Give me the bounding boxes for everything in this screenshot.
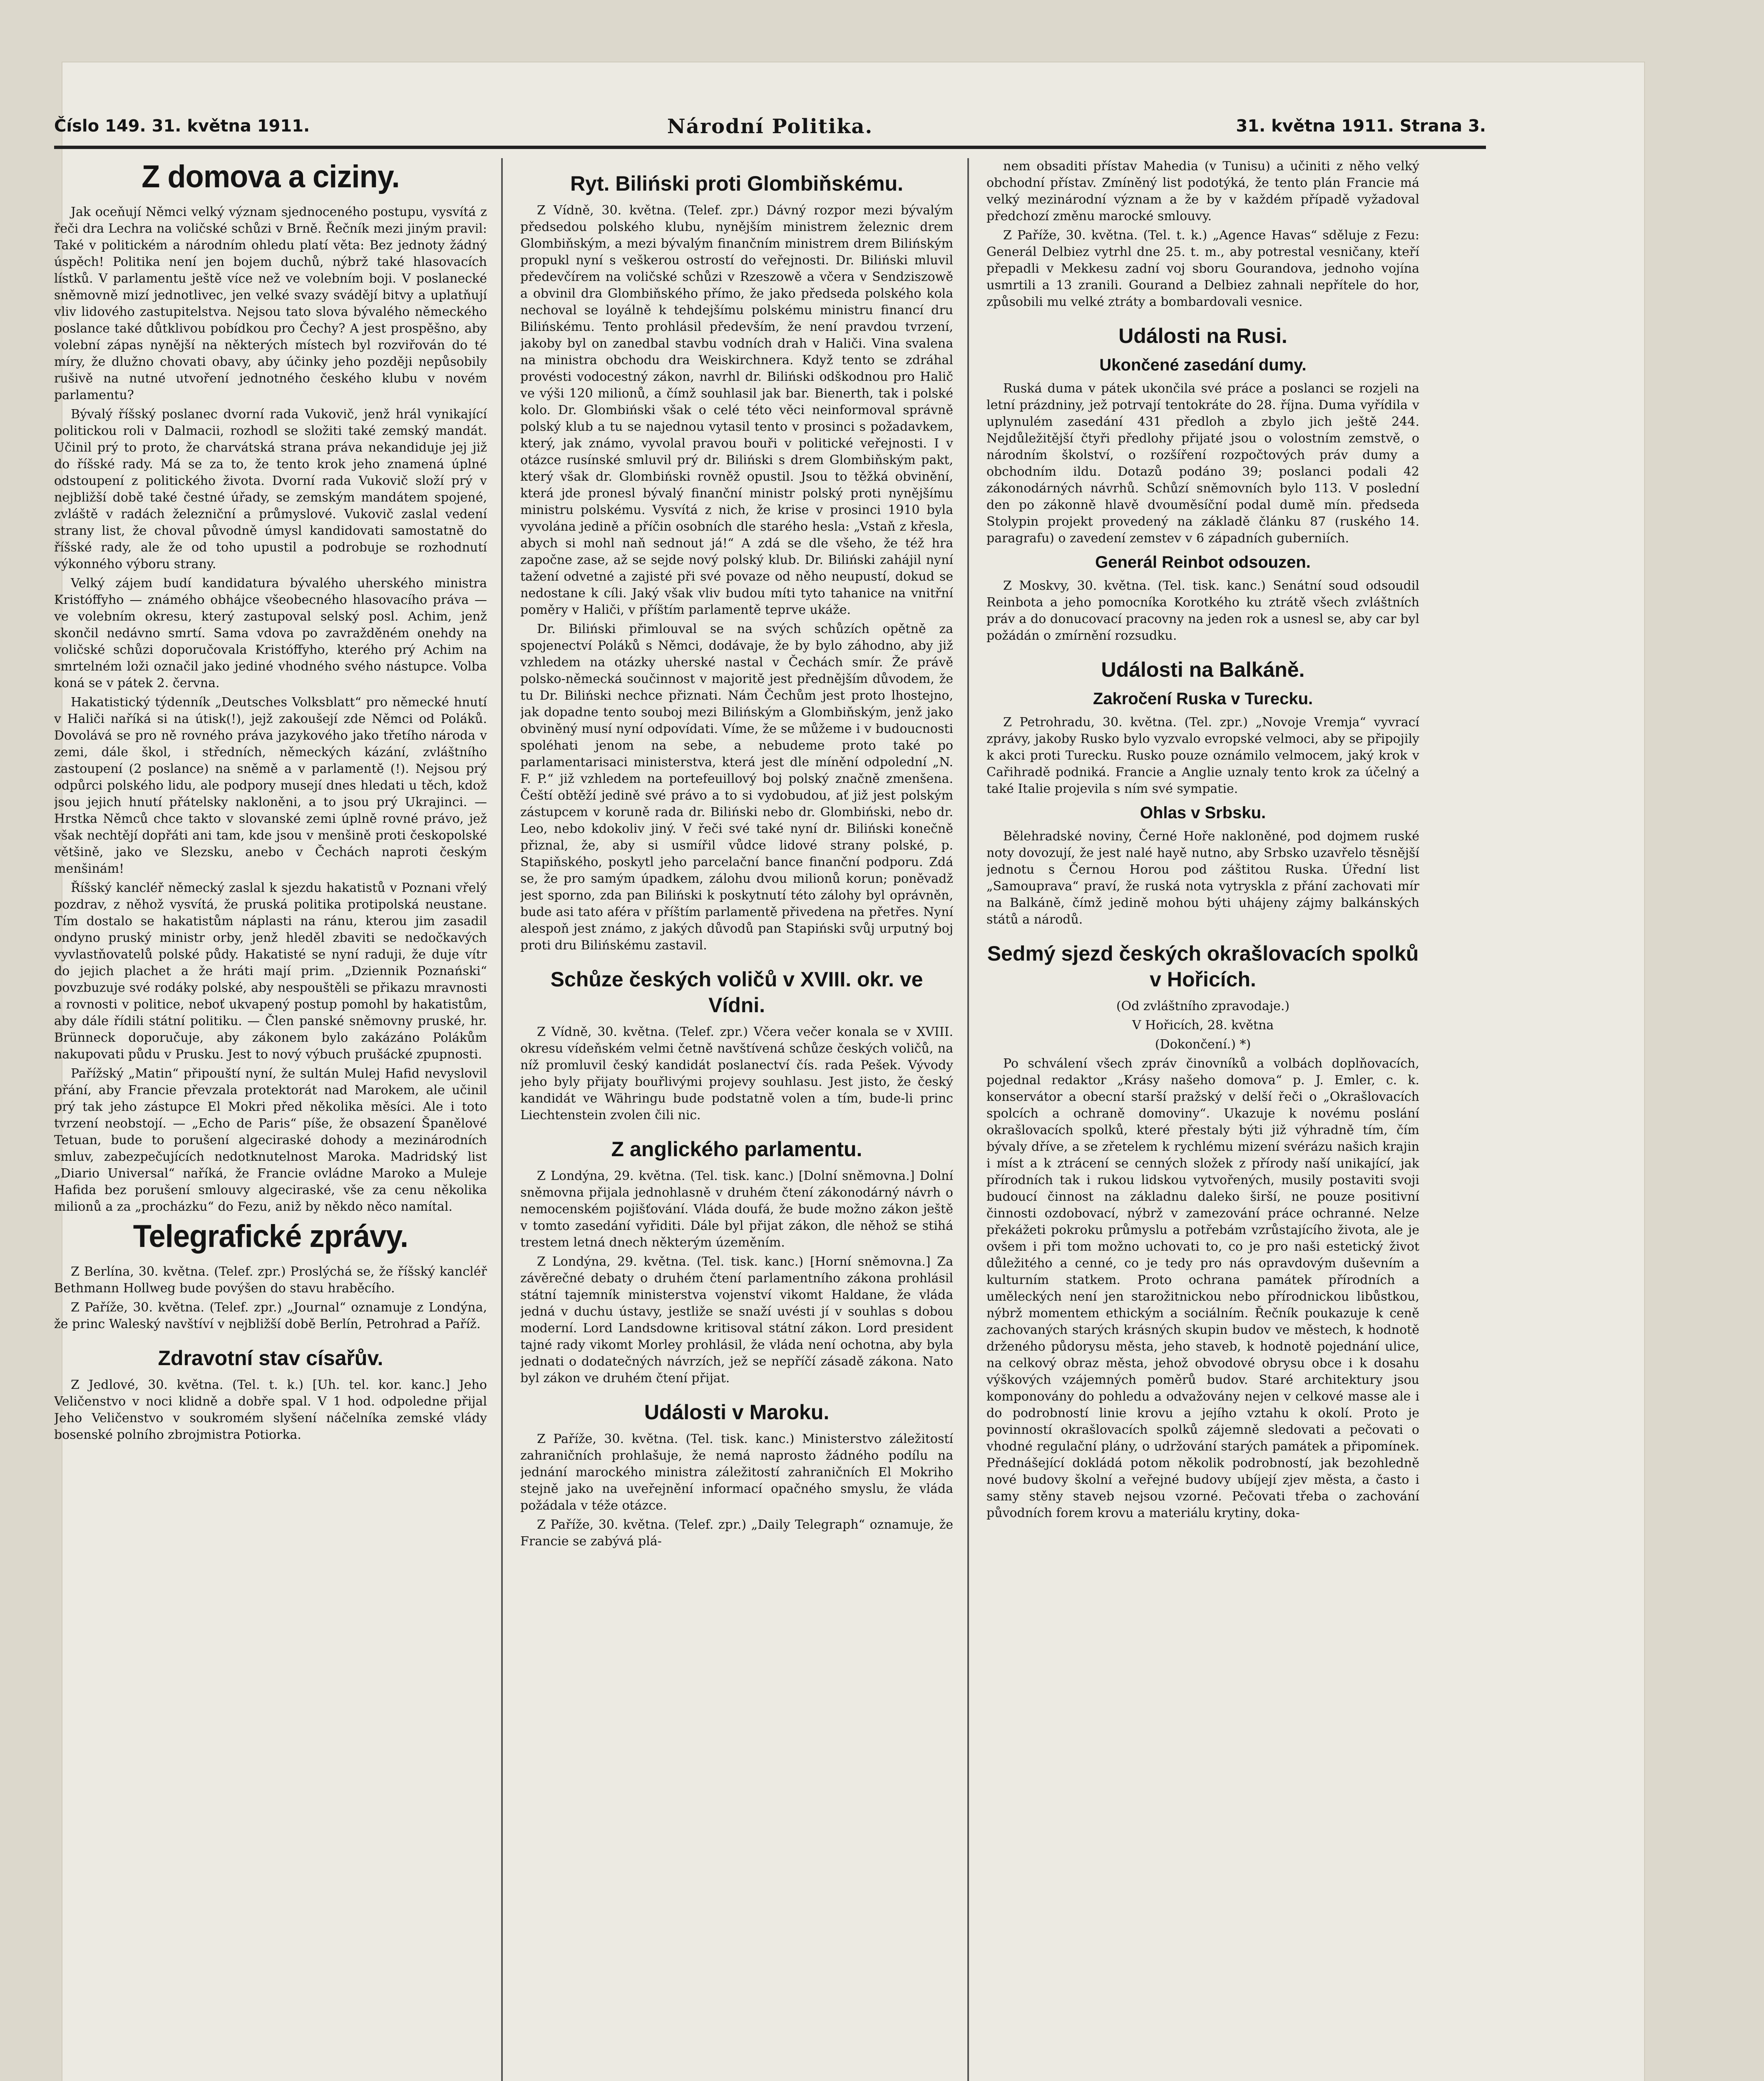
article-heading: Ryt. Biliński proti Glombiňskému. [570, 172, 904, 195]
article-heading: Události na Rusi. [1118, 324, 1287, 348]
article-paragraph: nem obsaditi přístav Mahedia (v Tunisu) a učiniti z něho velký obchodní přístav. Zmíněný list podotýká, že tento plán Francie má velký mezinárodní význam a že by v každém případě vyžadoval předchozí změnu marocké smlouvy. [986, 159, 1419, 223]
article-paragraph: Z Petrohradu, 30. května. (Tel. zpr.) „Novoje Vremja“ vyvrací zprávy, jakoby Rusko bylo vyzvalo evropské velmoci, aby se připojily k akci proti Turecku. Rusko pouze oznámilo velmocem, jaký krok v Cařihradě podniká. Francie a Anglie uznaly tento krok za účelný a také Italie projevila s ním své sympatie. [986, 715, 1419, 796]
article-paragraph: Hakatistický týdenník „Deutsches Volksblatt“ pro německé hnutí v Haliči naříká si na útisk(!), jejž zakoušejí zde Němci od Poláků. Dovolává se pro ně rovného práva jazykového jako třetího národa v zemi, dále škol, i středních, německých kázání, zvláštního zastoupení (2 poslance) na sněmě a v parlamentě (!). Nejsou prý odpůrci polského lidu, ale podpory musejí dnes hledati u těch, kdož jsou jejich hnutí přátelsky nakloněni, a to jsou prý Ukrajinci. — Hrstka Němců chce takto v slovanské zemi úplně rovné právo, jež však nechtějí dopřáti ani tam, kde jsou v menšině proti českopolské většině, jako ve Slezsku, anebo v Čechách naproti českým menšinám! [54, 695, 487, 876]
article-heading: Zdravotní stav císařův. [158, 1346, 383, 1370]
article-heading: Události v Maroku. [644, 1401, 830, 1424]
article-paragraph: Bělehradské noviny, Černé Hoře nakloněné, pod dojmem ruské noty dovozují, že jest nalé hayě nutno, aby Srbsko uzavřelo těsnější jednotu s Černou Horou pod záštitou Ruska. Úřední list „Samouprava“ praví, že ruská nota vytryskla z přání zachovati mír na Balkáně, čímž jedině mohou býti uhájeny zájmy balkánských států a národů. [986, 829, 1419, 927]
issue-number: Číslo 149. 31. května 1911. [54, 117, 310, 136]
article-paragraph: Z Paříže, 30. května. (Telef. zpr.) „Journal“ oznamuje z Londýna, že princ Waleský navštíví v nejbližší době Berlín, Petrohrad a Paříž. [54, 1300, 487, 1331]
dateline: V Hořicích, 28. května [1132, 1018, 1274, 1033]
article-subheading: Ohlas v Srbsku. [1140, 804, 1266, 822]
newspaper-title: Národní Politika. [667, 115, 873, 138]
article-paragraph: Z Berlína, 30. května. (Telef. zpr.) Proslýchá se, že říšský kancléř Bethmann Hollweg bude povýšen do stavu hraběcího. [54, 1264, 487, 1296]
article-heading: Z anglického parlamentu. [611, 1137, 862, 1161]
section-heading: Telegrafické zprávy. [133, 1219, 408, 1254]
article-paragraph: Z Vídně, 30. května. (Telef. zpr.) Dávný rozpor mezi bývalým předsedou polského klubu, nynějším ministrem železnic drem Glombiňským, a mezi bývalým finančním ministrem drem Bilińským propukl nyní s veškerou ostrostí do veřejnosti. Dr. Biliński mluvil předevčírem na voličské schůzi v Rzeszowě a včera v Sendziszowě a obvinil dra Glombiňského přímo, že jako předseda polského kola nechoval se loyálně k tehdejšímu polskému ministru financí dru Bilińskému. Tento prohlásil především, že není pravdou tvrzení, jakoby byl on zanedbal stavbu vodních drah v Haliči. Vina svalena na ministra obchodu dra Weiskirchnera. Když tento se zdráhal provésti vodocestný zákon, navrhl dr. Biliński odškodnou pro Halič ve výši 120 milionů, a čímž souhlasil jak bar. Bienerth, tak i polské kolo. Dr. Glombiński však o celé této věci neinformoval správně polský klub a tu se najednou vytasil tento v prosinci s požadavkem, který, jak známo, vyvolal pravou bouři v politické veřejnosti. I v otázce rusínské smluvil prý dr. Biliński s drem Glombiňským pakt, který však dr. Glombiński rovněž opustil. Jsou to těžká obvinění, která jde pronesl bývalý finanční ministr polský proti nynějšímu ministru polskému. Vysvítá z nich, že krise v prosinci 1910 byla vyvolána jedině a příčin osobních dle starého hesla: „Vstaň z křesla, abych si mohl naň sednout já!“ A zdá se dle všeho, že též hra započne zase, až se sejde nový polský klub. Dr. Biliński zahájil nyní tažení odvetné a zajisté při své povaze od něho neupustí, dokud se nedostane k cíli. Jaký však vliv budou míti tyto tahanice na vnitřní poměry v Haliči, v příštím parlamentě teprve ukáže. [520, 203, 953, 617]
article-heading: Sedmý sjezd českých okrašlovacích spolků v Hořicích. [987, 942, 1419, 991]
column-divider [501, 158, 503, 2081]
column-2 [520, 158, 953, 2081]
article-paragraph: Z Londýna, 29. května. (Tel. tisk. kanc.) [Dolní sněmovna.] Dolní sněmovna přijala jednohlasně v druhém čtení zákonodárný návrh o nemocenském pojišťování. Vláda doufá, že bude možno zákon ještě v tomto zasedání vyřiditi. Dále byl přijat zákon, dle něhož se stihá trestem letná dnech některým územěním. [520, 1169, 953, 1250]
article-paragraph: Bývalý říšský poslanec dvorní rada Vukovič, jenž hrál vynikající politickou roli v Dalmacii, rozhodl se složiti také zemský mandát. Učinil prý to proto, že charvátská strana práva nekandiduje jej již do říšské rady. Má se za to, že tento krok jeho znamená úplné odstoupení z politického života. Dvorní rada Vukovič složí prý v nejbližší době také čestné úřady, se zemským mandátem spojené, zvláště v radách železniční a průmyslové. Vukovič zaslal vedení strany list, že choval původně úmysl kandidovati samostatně do říšské rady, ale že od toho upustil a podrobuje se rozhodnutí výkonného výboru strany. [54, 407, 487, 571]
article-heading: Události na Balkáně. [1101, 658, 1305, 681]
article-heading: Schůze českých voličů v XVIII. okr. ve Vídni. [550, 968, 923, 1017]
article-paragraph: Říšský kancléř německý zaslal k sjezdu hakatistů v Poznani vřelý pozdrav, z něhož vysvítá, že pruská politika protipolská neustane. Tím dostalo se hakatistům náplasti na ránu, kterou jim zasadil ondyno pruský ministr orby, jenž hleděl zbaviti se nedočkavých vyvlastňovatelů polské půdy. Hakatisté se nyní raduji, že duje vítr do jejich plachet a že hráti mají prim. „Dziennik Poznański“ povzbuzuje své rodáky polské, aby nespouštěli se přikazu mravnosti a rovnosti v politice, neboť ukvapený postup pomohl by hakatistům, aby dále řídili státní politiku. — Člen panské sněmovny pruské, hr. Brünneck doporučuje, aby zákonem bylo zakázáno Polákům nakupovati půdu v Prusku. Jest to nový výbuch prušácké zpupnosti. [54, 881, 487, 1062]
column-1 [54, 158, 487, 2081]
article-paragraph: Z Paříže, 30. května. (Tel. tisk. kanc.) Ministerstvo záležitostí zahraničních prohlašuje, že nemá naprosto žádného podílu na jednání marockého ministra záležitostí zahraničních El Mokriho stejně jako na uveřejnění informací opačného smyslu, že vláda požádala v téže otázce. [520, 1432, 953, 1513]
continuation-note: (Dokončení.) *) [1155, 1037, 1251, 1052]
column-3 [986, 158, 1419, 2081]
article-paragraph: Z Paříže, 30. května. (Tel. t. k.) „Agence Havas“ sděluje z Fezu: Generál Delbiez vytrhl dne 25. t. m., aby potrestal vesničany, kteří přepadli v Mekkesu zadní voj sboru Gourandova, jednoho vojína usmrtili a 13 zranili. Gourand a Delbiez zahnali nepřítele do hor, způsobili mu velké ztráty a bombardovali vesnice. [986, 228, 1419, 309]
page-number: 31. května 1911. Strana 3. [1236, 117, 1486, 136]
article-paragraph: Ruská duma v pátek ukončila své práce a poslanci se rozjeli na letní prázdniny, jež potrvají tentokráte do 28. října. Duma vyřídila v uplynulém zasedání 431 předloh a zbylo jich ještě 244. Nejdůležitější čtyři předlohy přijaté jsou o volostním zemstvě, o národním školství, o rozšíření rozpočtových práv dumy a obchodním ildu. Dotazů podáno 39; poslanci podali 42 zákonodárných návrhů. Schůzí sněmovních bylo 113. V poslední den po zákonně hlavě dvouměsíční podal dumě mín. předseda Stolypin projekt provedený na základě článku 87 (ruského 14. paragrafu) o zavedení zemstev v 6 západních guberniích. [986, 381, 1419, 546]
page-header [54, 112, 1486, 149]
article-paragraph: Dr. Biliński přimlouval se na svých schůzích opětně za spojenectví Poláků s Němci, dodávaje, že by bylo záhodno, aby již vzhledem na otázky uherské nastal v Čechách smír. Že právě polsko-německá součinnost v majoritě jest přednějším důvodem, že tu Dr. Biliński nechce přiznati. Nám Čechům jest proto lhostejno, jak dopadne tento souboj mezi Bilińským a Glombiňským, jenž jako obviněný musí nyní odpovídati. Víme, že se můžeme i v budoucnosti spoléhati jenom na sebe, a nebudeme proto také po parlamentarisaci ministerstva, která jest dle mínění odpolední „N. F. P.“ již vzhledem na portefeuillový boj polský značně zmenšena. Čeští obtěží jedině své právo a to si vydobudou, ať již jest polským zástupcem v koruně rada dr. Biliński nebo dr. Glombiński, nebo dr. Leo, nebo kdokoliv jiný. V řeči své také nyní dr. Biliński konečně přiznal, že, aby si usmířil vůdce lidové strany polské, p. Stapiňského, poskytl jeho parcelační bance finanční podporu. Zdá se, že pro samým úpadkem, zálohu dvou milionů korun; poněvadž jest sporno, zda pan Biliński k poskytnutí této zálohy byl oprávněn, bude asi tato aféra v příštím parlamentě přivedena na přetřes. Nyní alespoň jest známo, z jakých důvodů pan Stapiński svůj urputný boj proti dru Bilińskému zastavil. [520, 622, 953, 953]
article-paragraph: Pařížský „Matin“ připouští nyní, že sultán Mulej Hafid nevyslovil přání, aby Francie převzala protektorát nad Marokem, ale učinil prý tak jeho zástupce El Mokri před několika měsíci. Ale i toto tvrzení neobstojí. — „Echo de Paris“ píše, že obsazení Španělové Tetuan, bude to porušení algeciraské dohody a mezinárodních smluv, zabezpečujících nedotknutelnost Maroka. Madridský list „Diario Universal“ naříká, že Francie ovládne Maroko a Muleje Hafida bez porušení smlouvy algeciraské, vše za cenu několika milionů a za „procházku“ do Fezu, aniž by někdo něco namítal. [54, 1066, 487, 1214]
byline: (Od zvláštního zpravodaje.) [1116, 999, 1290, 1013]
article-paragraph: Velký zájem budí kandidatura bývalého uherského ministra Kristóffyho — známého obhájce všeobecného hlasovacího práva — ve volebním okresu, který zastupoval selský posl. Achim, jenž skončil nedávno smrtí. Sama vdova po zavražděném onehdy na voličské schůzi doporučovala Kristóffyho, kterého prý Achim na smrtelném loži označil jako jediné vhodného svého nástupce. Volba koná se v pátek 2. června. [54, 576, 487, 690]
article-subheading: Generál Reinbot odsouzen. [1095, 553, 1311, 571]
article-paragraph: Z Jedlové, 30. května. (Tel. t. k.) [Uh. tel. kor. kanc.] Jeho Veličenstvo v noci klidně a dobře spal. V 1 hod. odpoledne přijal Jeho Veličenstvo v soukromém slyšení náčelníka zemské vlády bosenské polního zbrojmistra Potiorka. [54, 1378, 487, 1442]
article-subheading: Zakročení Ruska v Turecku. [1093, 690, 1313, 708]
article-paragraph: Po schválení všech zpráv činovníků a volbách doplňovacích, pojednal redaktor „Krásy našeho domova“ p. J. Emler, c. k. konservátor a obecní starší pražský v delší řeči o „Okrašlovacích spolcích a ochraně domoviny“. Ukazuje k novému poslání okrašlovacích spolků, které přestaly býti již výhradně tím, čím bývaly dříve, a se zřetelem k rychlému mizení svérázu našich krajin i míst a k ztrácení se cenných složek z přírody naší unikající, jak přírodních tak i rukou lidskou vytvořených, musily postaviti svoji budoucí činnost na základnu daleko širší, ne pouze positivní činnosti ozdobovací, nýbrž v zamezování práce ochranné. Nelze překážeti pokroku průmyslu a potřebám vzrůstajícího života, ale je ovšem i při tom možno uchovati to, co je pro naši estetický život důležitého a cenné, co je tedy pro nás opravdovým duševním a kulturním statkem. Proto ochrana památek přírodních a uměleckých není jen starožitnickou nebo přírodnickou libůstkou, nýbrž momentem ethickým a sociálním. Řečník poukazuje k ceně zachovaných starých krásných skupin budov ve městech, k hodnotě drženého půdorysu města, jeho staveb, k hodnotě pojednání ulice, na celkový obraz města, jehož obvodové obrysu obce i k dosahu výškových vzájemných poměrů budov. Staré architektury jsou komponovány do pohledu a odvažovány nejen v celkové masse ale i do podrobností linie krovu a jejího vztahu k okolí. Proto je povinností okrašlovacích spolků zájemně sledovati a pečovati o vhodné regulační plány, o udržování starých památek a připomínek. Přednášející dokládá potom několik podrobností, jak bezohledně nové budovy školní a veřejné budovy ubíjejí zjev města, a často i samy stěny staveb nejsou vzorné. Pečovati třeba o zachování původních forem krovu a materiálu krytiny, doka- [986, 1056, 1419, 1520]
section-heading: Z domova a ciziny. [142, 159, 400, 194]
article-paragraph: Z Vídně, 30. května. (Telef. zpr.) Včera večer konala se v XVIII. okresu vídeňském velmi četně navštívená schůze českých voličů, na níž promluvil český kandidát poslanectví čís. rada Pešek. Vývody jeho byly přijaty bouřlivými projevy souhlasu. Jest jisto, že český kandidát ve Währingu bude podstatně volen a tím, bude-li princ Liechtenstein zvolen čili nic. [520, 1025, 953, 1122]
column-divider [967, 158, 969, 2081]
article-paragraph: Z Paříže, 30. května. (Telef. zpr.) „Daily Telegraph“ oznamuje, že Francie se zabývá plá- [520, 1517, 953, 1549]
article-paragraph: Jak oceňují Němci velký význam sjednoceného postupu, vysvítá z řeči dra Lechra na voličské schůzi v Brně. Řečník mezi jiným pravil: Také v politickém a národním ohledu platí věta: Bez jednoty žádný úspěch! Politika není jen bojem duchů, nýbrž také hlasovacích lístků. V parlamentu ještě více než ve volebním boji. V poslanecké sněmovně mizí jednotlivec, jen velké svazy svádějí bitvy a uplatňují vliv lidového zastupitelstva. Nejsou tato slova bývalého německého poslance také důtklivou pobídkou pro Čechy? A jest prospěšno, aby volební zápas nynější na některých místech byl rozviřován do té míry, že dlužno chovati obavy, aby účinky jeho později nepůsobily rušivě na nutné utvoření jednotného českého klubu v novém parlamentu? [54, 205, 487, 402]
article-subheading: Ukončené zasedání dumy. [1099, 356, 1307, 374]
article-paragraph: Z Moskvy, 30. května. (Tel. tisk. kanc.) Senátní soud odsoudil Reinbota a jeho pomocníka Korotkého ku ztrátě všech zvláštních práv a do donucovací pracovny na jeden rok a usnesl se, aby car byl požádán o zmírnění rozsudku. [986, 579, 1419, 643]
article-paragraph: Z Londýna, 29. května. (Tel. tisk. kanc.) [Horní sněmovna.] Za závěrečné debaty o druhém čtení parlamentního zákona prohlásil státní tajemník ministerstva vojenství vikomt Haldane, že vláda jedná v duchu ústavy, jestliže se snaží uvésti jí v souhlas s dobou moderní. Lord Landsdowne kritisoval státní zákon. Lord president tajné rady vikomt Morley prohlásil, že vláda není ochotna, aby byla jednati o dodatečných návrzích, jež se nepříčí zásadě zákona. Nato byl zákon ve druhém čtení přijat. [520, 1254, 953, 1386]
